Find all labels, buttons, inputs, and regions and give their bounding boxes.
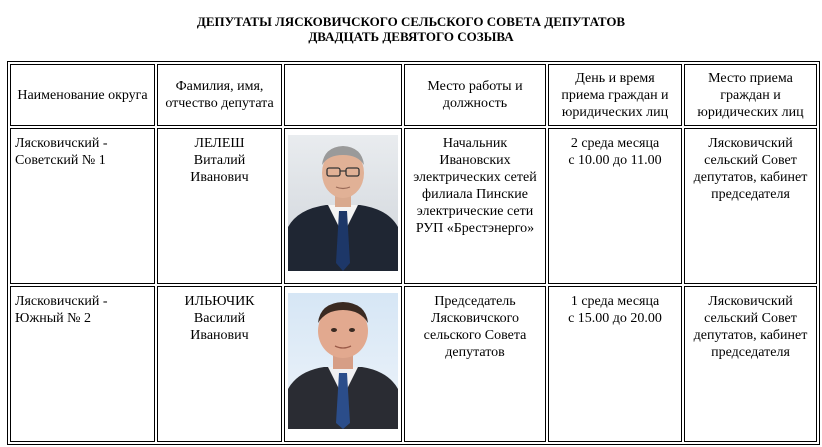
deputy-name-cell: ИЛЬЮЧИК Василий Иванович bbox=[157, 286, 282, 442]
table-row bbox=[10, 286, 817, 442]
header-work: Место работы и должность bbox=[404, 64, 546, 126]
reception-place-cell: Лясковичский сельский Совет депутатов, кабинет председателя bbox=[684, 286, 817, 442]
table-header-row bbox=[10, 64, 817, 126]
deputy-photo bbox=[288, 135, 398, 271]
work-cell: Председатель Лясковичского сельского Совета депутатов bbox=[404, 286, 546, 442]
header-photo bbox=[284, 64, 402, 126]
header-place: Место приема граждан и юридических лиц bbox=[684, 64, 817, 126]
header-district: Наименование округа bbox=[10, 64, 155, 126]
work-cell: Начальник Ивановских электрических сетей филиала Пинские электрические сети РУП «Брестэнерго» bbox=[404, 128, 546, 284]
reception-time-cell: 2 среда месяца с 10.00 до 11.00 bbox=[548, 128, 682, 284]
table-row bbox=[10, 128, 817, 284]
district-cell: Лясковичский - Советский № 1 bbox=[10, 128, 155, 284]
deputy-name-cell: ЛЕЛЕШ Виталий Иванович bbox=[157, 128, 282, 284]
deputy-photo-cell bbox=[284, 128, 402, 284]
deputy-photo-cell bbox=[284, 286, 402, 442]
deputies-table bbox=[7, 61, 820, 445]
header-time: День и время приема граждан и юридических лиц bbox=[548, 64, 682, 126]
title-line-1: ДЕПУТАТЫ ЛЯСКОВИЧСКОГО СЕЛЬСКОГО СОВЕТА ДЕПУТАТОВ bbox=[196, 14, 626, 29]
reception-time-cell: 1 среда месяца с 15.00 до 20.00 bbox=[548, 286, 682, 442]
page-title bbox=[0, 14, 822, 44]
header-name: Фамилия, имя, отчество депутата bbox=[157, 64, 282, 126]
deputy-photo bbox=[288, 293, 398, 429]
reception-place-cell: Лясковичский сельский Совет депутатов, кабинет председателя bbox=[684, 128, 817, 284]
district-cell: Лясковичский - Южный № 2 bbox=[10, 286, 155, 442]
title-line-2: ДВАДЦАТЬ ДЕВЯТОГО СОЗЫВА bbox=[308, 29, 514, 44]
